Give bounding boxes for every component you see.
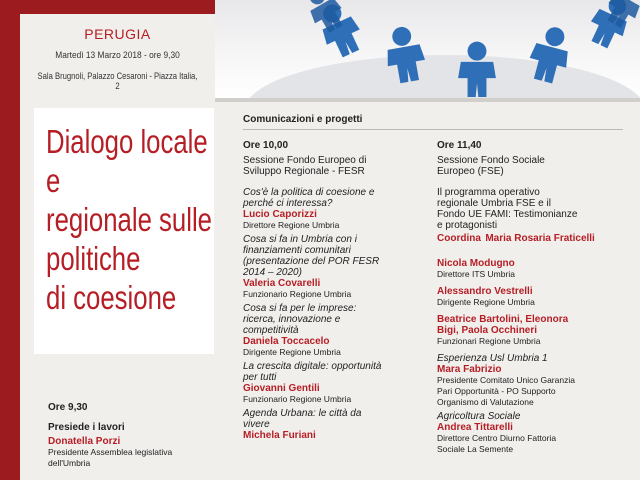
fse-program: Il programma operativo — [437, 187, 540, 198]
title-box — [34, 108, 214, 354]
agenda-topic: Cos'è la politica di coesione e — [243, 187, 375, 198]
speaker-name: Lucio Caporizzi — [243, 209, 317, 220]
title-line: politiche — [46, 240, 141, 277]
agenda-topic: competitività — [243, 325, 299, 336]
speaker-name: Alessandro Vestrelli — [437, 286, 533, 297]
speaker-role: Organismo di Valutazione — [437, 397, 534, 407]
event-venue: Sala Brugnoli, Palazzo Cesaroni - Piazza Italia, 2 — [37, 71, 198, 91]
fesr-column — [243, 140, 381, 441]
speaker-role: Direttore ITS Umbria — [437, 269, 515, 279]
section-divider — [243, 129, 623, 130]
agenda-topic: vivere — [243, 419, 270, 430]
agenda-topic: (presentazione del POR FESR — [243, 256, 380, 267]
speaker-role: Presidente Comitato Unico Garanzia — [437, 375, 575, 385]
coordinator-label: Coordina — [437, 233, 481, 244]
speaker-role: Funzionari Regione Umbria — [437, 336, 541, 346]
title-line: e — [46, 162, 61, 199]
fse-time: Ore 11,40 — [437, 140, 482, 151]
speaker-role: Direttore Regione Umbria — [243, 220, 340, 230]
event-city: PERUGIA — [84, 26, 151, 42]
figurines-image — [215, 0, 640, 98]
speaker-name: Andrea Tittarelli — [437, 422, 513, 433]
speaker-name: Michela Furiani — [243, 430, 316, 441]
chair-role: Presidente Assemblea legislativa — [48, 447, 173, 457]
agenda-topic: Esperienza Usl Umbria 1 — [437, 353, 548, 364]
speaker-name: Mara Fabrizio — [437, 364, 502, 375]
fse-program: regionale Umbria FSE e il — [437, 198, 551, 209]
speaker-role: Pari Opportunità - PO Supporto — [437, 386, 556, 396]
speaker-name: Bigi, Paola Occhineri — [437, 325, 538, 336]
fesr-session: Sviluppo Regionale - FESR — [243, 166, 365, 177]
coordinator-name: Maria Rosaria Fraticelli — [485, 233, 595, 244]
speaker-role: Funzionario Regione Umbria — [243, 394, 352, 404]
title-line: regionale sulle — [46, 201, 212, 238]
agenda-topic: La crescita digitale: opportunità — [243, 361, 382, 372]
section-title: Comunicazioni e progetti — [243, 114, 363, 125]
fse-session: Europeo (FSE) — [437, 166, 504, 177]
fse-program: e protagonisti — [437, 220, 498, 231]
agenda-topic: Cosa si fa in Umbria con i — [243, 234, 357, 245]
event-header — [20, 0, 215, 95]
fesr-session: Sessione Fondo Europeo di — [243, 155, 367, 166]
speaker-role: Direttore Centro Diurno Fattoria — [437, 433, 557, 443]
speaker-name: Valeria Covarelli — [243, 278, 321, 289]
speaker-role: Sociale La Semente — [437, 444, 514, 454]
fesr-time: Ore 10,00 — [243, 140, 289, 151]
poster-title — [46, 122, 212, 317]
chair-label: Presiede i lavori — [48, 422, 125, 433]
agenda-topic: per tutti — [243, 372, 277, 383]
agenda-topic: Agenda Urbana: le città da — [243, 408, 362, 419]
table-surface — [245, 55, 640, 98]
agenda-topic: 2014 – 2020) — [243, 267, 302, 278]
event-date: Martedì 13 Marzo 2018 - ore 9,30 — [55, 50, 180, 61]
speaker-name: Daniela Toccacelo — [243, 336, 330, 347]
header-photo — [215, 0, 640, 98]
fse-column — [437, 140, 595, 455]
speaker-name: Beatrice Bartolini, Eleonora — [437, 314, 569, 325]
agenda-topic: Agricoltura Sociale — [437, 411, 521, 422]
title-line: di coesione — [46, 279, 177, 316]
chair-role: dell'Umbria — [48, 458, 91, 468]
speaker-role: Dirigente Regione Umbria — [243, 347, 341, 357]
fse-session: Sessione Fondo Sociale — [437, 155, 545, 166]
speaker-name: Nicola Modugno — [437, 258, 515, 269]
fse-program: Fondo UE FAMI: Testimonianze — [437, 209, 578, 220]
chair-name: Donatella Porzi — [48, 436, 121, 447]
agenda-topic: ricerca, innovazione e — [243, 314, 341, 325]
title-line: Dialogo locale — [46, 123, 208, 160]
speaker-role: Dirigente Regione Umbria — [437, 297, 535, 307]
speaker-role: Funzionario Regione Umbria — [243, 289, 352, 299]
agenda-topic: finanziamenti comunitari — [243, 245, 351, 256]
header-separator — [215, 98, 640, 102]
opening-time: Ore 9,30 — [48, 402, 88, 413]
opening-block — [48, 402, 172, 469]
speaker-name: Giovanni Gentili — [243, 383, 320, 394]
left-red-strip — [0, 0, 20, 480]
agenda-topic: perché ci interessa? — [243, 198, 333, 209]
agenda-topic: Cosa si fa per le imprese: — [243, 303, 357, 314]
